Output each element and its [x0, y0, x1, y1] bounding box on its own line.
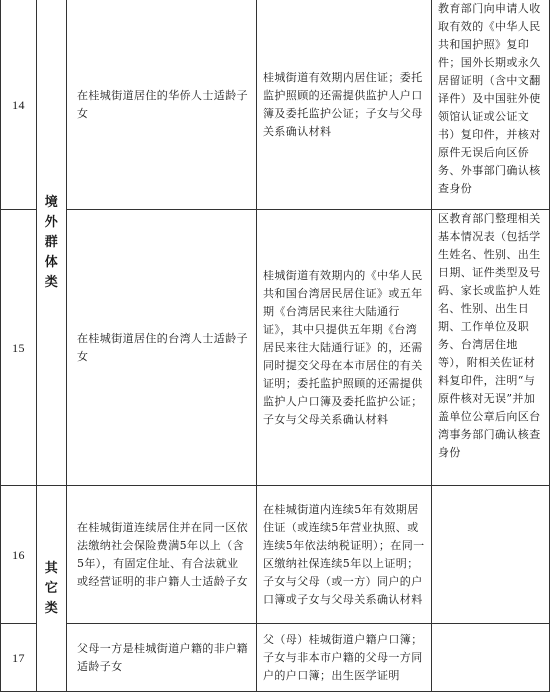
materials-cell: 在桂城街道内连续5年有效期居住证（或连续5年营业执照、或连续5年依法纳税证明）；在同一区缴纳社保连续5年以上证明；子女与父母（或一方）同户的户口簿或子女与父母关系确认材料: [257, 486, 432, 624]
table-row: [1, 486, 550, 624]
applicant-cell: 在桂城街道居住的台湾人士适龄子女: [67, 210, 257, 486]
materials-cell: 父（母）桂城街道户籍户口簿；子女与非本市户籍的父母一方同户的户口簿；出生医学证明: [257, 624, 432, 692]
category-other: 其 它 类: [37, 486, 67, 692]
applicant-cell: 在桂城街道连续居住并在同一区依法缴纳社会保险费满5年以上（含5年），有固定住址、有合法就业或经营证明的非户籍人士适龄子女: [67, 486, 257, 624]
table-row: [1, 624, 550, 692]
category-overseas: 境 外 群 体 类: [37, 0, 67, 486]
materials-cell: 桂城街道有效期内居住证；委托监护照顾的还需提供监护人户口簿及委托监护公证；子女与父母关系确认材料: [257, 0, 432, 210]
materials-cell: 桂城街道有效期内的《中华人民共和国台湾居民居住证》或五年期《台湾居民来往大陆通行证》，其中只提供五年期《台湾居民来往大陆通行证》的，还需同时提交父母在本市居住的有关证明；委托监护照顾的还需提供监护人户口簿及委托监护公证；子女与父母关系确认材料: [257, 210, 432, 486]
review-cell: 教育部门向申请人收取有效的《中华人民共和国护照》复印件；国外长期或永久居留证明（含中文翻译件）及中国驻外使领馆认证或公证文书）复印件，并核对原件无误后向区侨务、外事部门确认核查身份: [432, 0, 550, 210]
applicant-cell: 父母一方是桂城街道户籍的非户籍适龄子女: [67, 624, 257, 692]
table-row: [1, 210, 550, 486]
review-cell: [432, 486, 550, 624]
row-number: 14: [1, 0, 37, 210]
row-number: 17: [1, 624, 37, 692]
review-cell: 区教育部门整理相关基本情况表（包括学生姓名、性别、出生日期、证件类型及号码、家长或监护人姓名、性别、出生日期、工作单位及职务、台湾居住地等），附相关佐证材料复印件，注明“与原件核对无误”并加盖单位公章后向区台湾事务部门确认核查身份: [432, 210, 550, 486]
applicant-cell: 在桂城街道居住的华侨人士适龄子女: [67, 0, 257, 210]
row-number: 15: [1, 210, 37, 486]
table-row: [1, 0, 550, 210]
row-number: 16: [1, 486, 37, 624]
review-cell: [432, 624, 550, 692]
